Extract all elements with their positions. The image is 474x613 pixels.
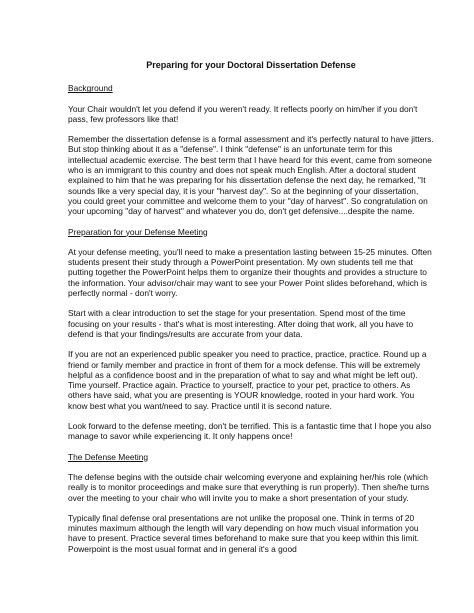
paragraph: Look forward to the defense meeting, don't be terrified. This is a fantastic time that I hope you also manage to savor while experiencing it. It only happens once! <box>68 421 432 442</box>
paragraph: Typically final defense oral presentations are not unlike the proposal one. Think in terms of 20 minutes maximum although the length will vary depending on how much visual information you have to present. Practice several times beforehand to make sure that you keep within this limit. Powerpoint is the most usual format and in general it's a good <box>68 512 419 554</box>
document-title: Preparing for your Doctoral Dissertation Defense <box>146 60 356 70</box>
paragraph: Your Chair wouldn't let you defend if you weren't ready. It reflects poorly on him/her if you don't pass, few professors like that! <box>68 103 418 124</box>
section-heading-preparation: Preparation for your Defense Meeting <box>68 226 208 237</box>
section-heading-background: Background <box>68 83 113 94</box>
paragraph: If you are not an experienced public speaker you need to practice, practice, practice. Round up a friend or family member and practice in front of them for a mock defense. This will be extremely helpful as a confidence boost and in the preparation of what to say and what might be left out). Time yourself. Practice again. Practice to yourself, practice to your pet, practice to others. As others have said, what you are presenting is YOUR knowledge, rooted in your hard work. You know best what you want/need to say. Practice until it is second nature. <box>68 349 427 411</box>
section-heading-defense-meeting: The Defense Meeting <box>68 451 149 462</box>
paragraph: At your defense meeting, you'll need to make a presentation lasting between 15-25 minutes. Often students present their study through a PowerPoint presentation. My own students tell me that putting together the PowerPoint helps them to organize their thoughts and provides a structure to the information. Your advisor/chair may want to see your Power Point slides beforehand, which is perfectly normal - don't worry. <box>68 246 432 299</box>
paragraph: Start with a clear introduction to set the stage for your presentation. Spend most of the time focusing on your results - that's what is most interesting. After doing that work, all you have to defend is that your findings/results are accurate from your data. <box>68 308 414 339</box>
paragraph: The defense begins with the outside chair welcoming everyone and explaining her/his role (which really is to monitor proceedings and make sure that everything is run properly). Then she/he turns over the meeting to your chair who will invite you to make a short presentation of your study. <box>68 471 430 503</box>
paragraph: Remember the dissertation defense is a formal assessment and it's perfectly natural to have jitters. But stop thinking about it as a "defense". I think "defense" is an unfortunate term for this intellectual academic exercise. The best term that I have heard for this event, came from someone who is an immigrant to this country and does not speak much English. After a doctoral student explained to him that he was preparing for his dissertation defense the next day, he remarked, "It sounds like a very special day, it is your "harvest day". So at the beginning of your dissertation, you could greet your committee and welcome them to your "day of harvest". So congratulation on your upcoming "day of harvest" and whatever you do, don't get defensive....despite the name. <box>68 134 434 217</box>
